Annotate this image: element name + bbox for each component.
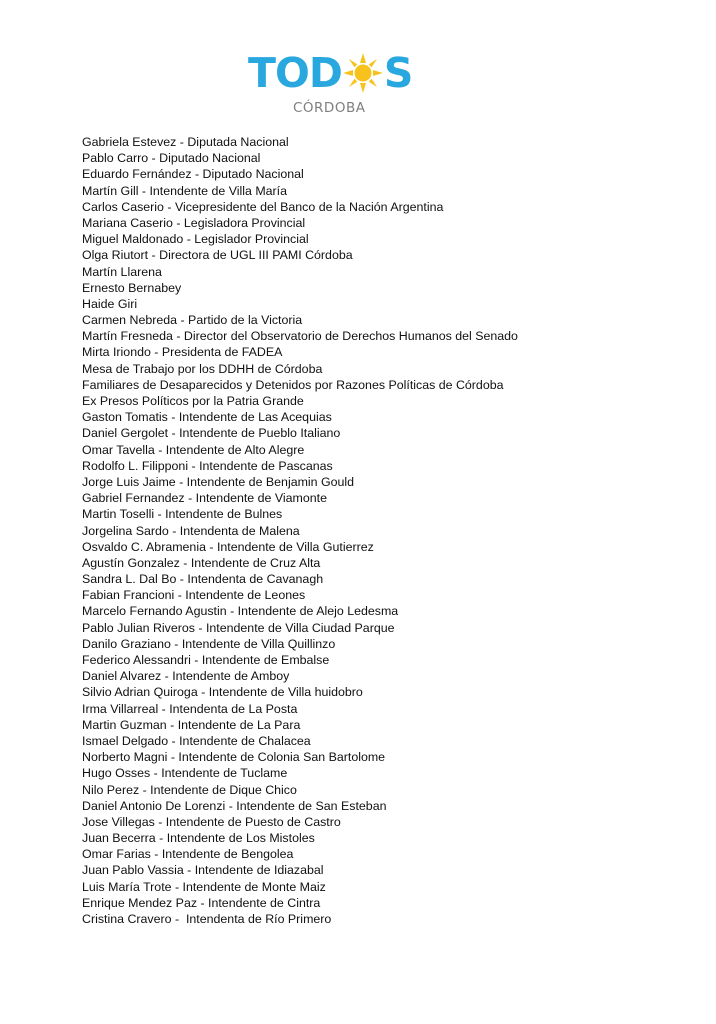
logo-text-left: TOD (248, 48, 342, 97)
signatory-line: Norberto Magni - Intendente de Colonia San Bartolome (82, 750, 386, 765)
signatory-line: Marcelo Fernando Agustin - Intendente de Alejo Ledesma (82, 604, 399, 619)
todos-cordoba-logo (248, 44, 413, 122)
signatory-line: Olga Riutort - Directora de UGL III PAMI Córdoba (82, 248, 353, 263)
signatory-line: Daniel Alvarez - Intendente de Amboy (82, 669, 290, 684)
signatory-line: Pablo Julian Riveros - Intendente de Villa Ciudad Parque (82, 620, 395, 635)
sun-icon (343, 53, 383, 93)
signatory-line: Familiares de Desaparecidos y Detenidos por Razones Políticas de Córdoba (82, 377, 504, 392)
signatory-line: Agustín Gonzalez - Intendente de Cruz Alta (82, 555, 321, 570)
signatory-line: Martin Guzman - Intendente de La Para (82, 717, 301, 732)
signatory-line: Fabian Francioni - Intendente de Leones (82, 588, 306, 603)
signatory-line: Carlos Caserio - Vicepresidente del Banco de la Nación Argentina (82, 199, 444, 214)
signatory-line: Daniel Gergolet - Intendente de Pueblo Italiano (82, 426, 341, 441)
signatory-line: Omar Tavella - Intendente de Alto Alegre (82, 442, 305, 457)
signatory-line: Gaston Tomatis - Intendente de Las Acequias (82, 410, 332, 425)
signatory-line: Silvio Adrian Quiroga - Intendente de Villa huidobro (82, 685, 363, 700)
signatory-line: Irma Villarreal - Intendenta de La Posta (82, 701, 298, 716)
signatory-line: Sandra L. Dal Bo - Intendenta de Cavanagh (82, 572, 324, 587)
signatory-line: Eduardo Fernández - Diputado Nacional (82, 167, 304, 182)
logo-text-right: S (383, 48, 413, 97)
signatory-line: Martín Fresneda - Director del Observatorio de Derechos Humanos del Senado (82, 329, 518, 344)
signatories-list (82, 134, 702, 927)
signatory-line: Mirta Iriondo - Presidenta de FADEA (82, 345, 283, 360)
signatory-line: Gabriela Estevez - Diputada Nacional (82, 135, 289, 149)
signatory-line: Federico Alessandri - Intendente de Embalse (82, 653, 330, 667)
logo-subtitle: CÓRDOBA (293, 100, 366, 116)
signatory-line: Haide Giri (82, 296, 138, 311)
signatory-line: Juan Pablo Vassia - Intendente de Idiazabal (82, 863, 324, 878)
signatory-line: Martin Toselli - Intendente de Bulnes (82, 507, 283, 522)
signatory-line: Juan Becerra - Intendente de Los Mistoles (82, 831, 315, 846)
signatory-line: Hugo Osses - Intendente de Tuclame (82, 766, 288, 781)
signatory-line: Pablo Carro - Diputado Nacional (82, 151, 261, 166)
signatory-line: Nilo Perez - Intendente de Dique Chico (82, 782, 297, 797)
signatory-line: Jorgelina Sardo - Intendenta de Malena (82, 523, 300, 538)
signatory-line: Enrique Mendez Paz - Intendente de Cintra (82, 895, 321, 910)
signatory-line: Daniel Antonio De Lorenzi - Intendente de San Esteban (82, 798, 387, 813)
logo-wordmark (248, 44, 412, 102)
signatory-line: Martín Llarena (82, 264, 162, 279)
signatory-line: Omar Farias - Intendente de Bengolea (82, 847, 294, 862)
signatory-line: Jorge Luis Jaime - Intendente de Benjamin Gould (82, 474, 355, 489)
signatory-line: Ismael Delgado - Intendente de Chalacea (82, 733, 311, 748)
signatory-line: Ernesto Bernabey (82, 280, 182, 295)
signatory-line: Cristina Cravero - Intendenta de Río Primero (82, 912, 332, 926)
signatory-line: Gabriel Fernandez - Intendente de Viamonte (82, 491, 327, 506)
signatory-line: Osvaldo C. Abramenia - Intendente de Villa Gutierrez (82, 539, 374, 554)
signatory-line: Miguel Maldonado - Legislador Provincial (82, 232, 309, 247)
signatory-line: Carmen Nebreda - Partido de la Victoria (82, 313, 303, 328)
signatory-line: Martín Gill - Intendente de Villa María (82, 183, 288, 198)
signatory-line: Rodolfo L. Filipponi - Intendente de Pascanas (82, 458, 333, 473)
signatory-line: Ex Presos Políticos por la Patria Grande (82, 394, 304, 408)
signatory-line: Mariana Caserio - Legisladora Provincial (82, 215, 306, 230)
signatory-line: Danilo Graziano - Intendente de Villa Quillinzo (82, 636, 336, 651)
signatory-line: Luis María Trote - Intendente de Monte Maiz (82, 879, 326, 894)
signatory-line: Jose Villegas - Intendente de Puesto de Castro (82, 814, 341, 829)
signatory-line: Mesa de Trabajo por los DDHH de Córdoba (82, 361, 323, 376)
